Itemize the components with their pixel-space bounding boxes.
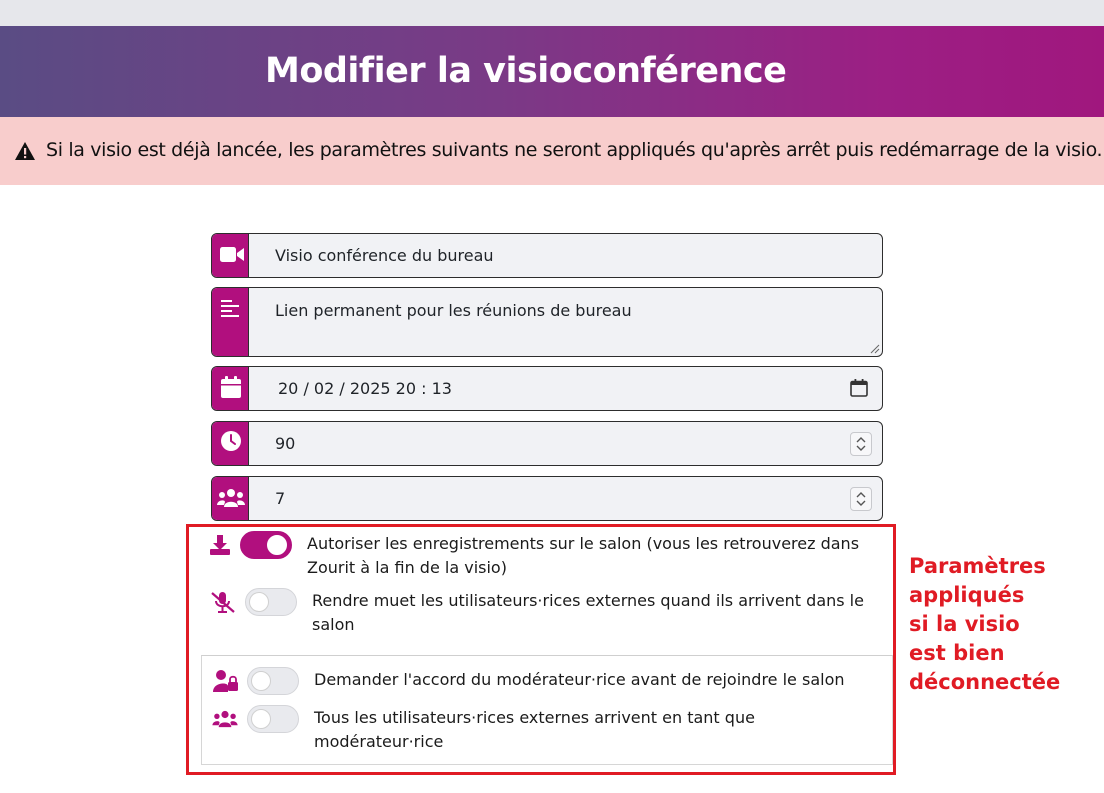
moderator-approval-toggle[interactable] — [247, 667, 299, 695]
mute-toggle[interactable] — [245, 588, 297, 616]
duration-input[interactable]: 90 — [275, 434, 296, 453]
all-moderators-label: Tous les utilisateurs·rices externes arrivent en tant que modérateur·rice — [314, 708, 755, 751]
calendar-icon — [221, 376, 241, 398]
warning-text: Si la visio est déjà lancée, les paramètres suivants ne seront appliqués qu'après arrêt puis redémarrage de la visio. — [46, 139, 1103, 161]
calendar-picker-icon[interactable] — [850, 379, 868, 397]
duration-stepper[interactable] — [850, 432, 872, 456]
toggle-knob — [249, 592, 269, 612]
user-lock-icon — [213, 670, 239, 692]
warning-icon — [14, 141, 36, 161]
microphone-slash-icon — [210, 591, 236, 613]
all-moderators-toggle[interactable] — [247, 705, 299, 733]
warning-alert — [0, 117, 1104, 185]
resize-handle-icon[interactable] — [870, 344, 880, 354]
annotation-line: déconnectée — [909, 670, 1061, 694]
participants-stepper[interactable] — [850, 487, 872, 511]
users-icon — [217, 488, 245, 508]
toggle-knob — [267, 535, 287, 555]
annotation-line: si la visio — [909, 612, 1020, 636]
description-field[interactable] — [211, 287, 883, 357]
video-camera-icon — [219, 244, 245, 266]
duration-field[interactable] — [211, 421, 883, 466]
moderator-approval-label: Demander l'accord du modérateur·rice avant de rejoindre le salon — [314, 670, 845, 689]
annotation-line: est bien — [909, 641, 1005, 665]
annotation-line: appliqués — [909, 583, 1025, 607]
annotation-line: Paramètres — [909, 554, 1046, 578]
users-icon — [212, 710, 238, 728]
name-addon — [212, 234, 249, 277]
mute-label: Rendre muet les utilisateurs·rices externes quand ils arrivent dans le salon — [312, 591, 864, 634]
description-addon — [212, 288, 249, 356]
download-icon — [209, 535, 231, 555]
page-title: Modifier la visioconférence — [265, 51, 787, 91]
description-textarea[interactable]: Lien permanent pour les réunions de bureau — [275, 301, 632, 320]
toggle-knob — [251, 671, 271, 691]
date-field[interactable] — [211, 366, 883, 411]
align-left-icon — [221, 299, 241, 319]
participants-addon — [212, 477, 249, 520]
clock-icon — [220, 430, 242, 452]
date-addon — [212, 367, 249, 410]
date-input[interactable]: 20 / 02 / 2025 20 : 13 — [278, 379, 452, 398]
toggle-knob — [251, 709, 271, 729]
browser-top-strip — [0, 0, 1104, 26]
name-input[interactable]: Visio conférence du bureau — [275, 246, 494, 265]
participants-field[interactable] — [211, 476, 883, 521]
recording-label: Autoriser les enregistrements sur le salon (vous les retrouverez dans Zourit à la fin de la visio) — [307, 534, 860, 577]
participants-input[interactable]: 7 — [275, 489, 286, 508]
recording-toggle[interactable] — [240, 531, 292, 559]
annotation-note — [909, 552, 1060, 697]
stepper-arrows-icon — [851, 433, 871, 455]
duration-addon — [212, 422, 249, 465]
stepper-arrows-icon — [851, 488, 871, 510]
page-header — [0, 26, 1104, 117]
name-field[interactable] — [211, 233, 883, 278]
